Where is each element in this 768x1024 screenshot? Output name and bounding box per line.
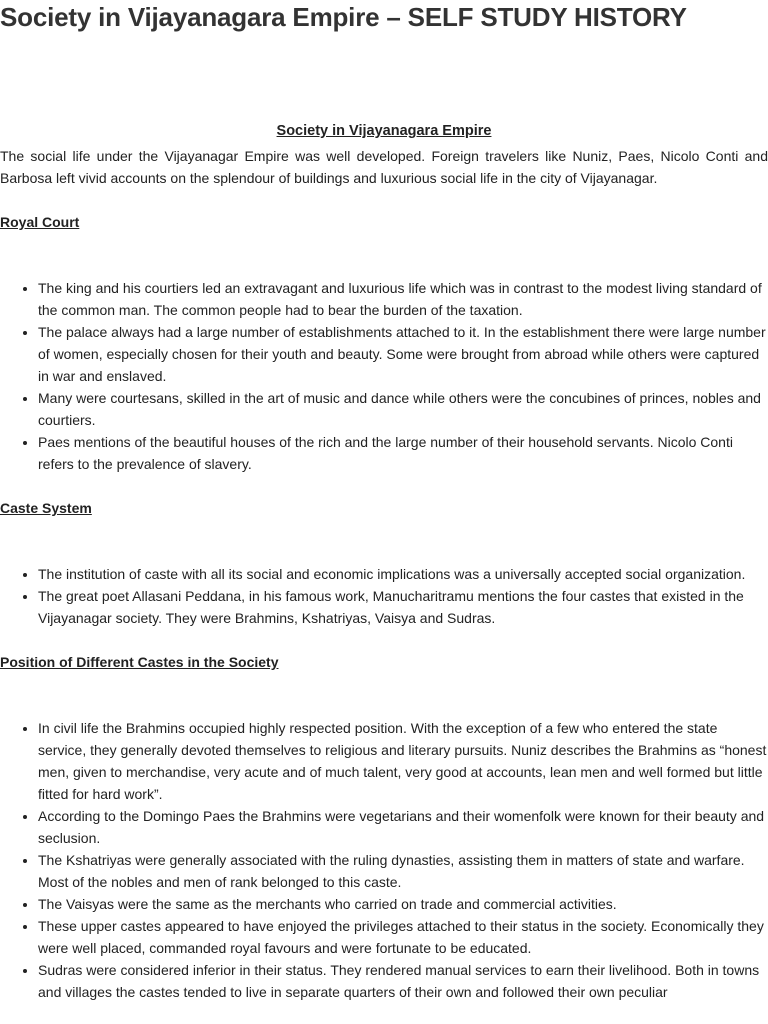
section-heading-royal-court: Royal Court: [0, 214, 80, 230]
list-item: • The palace always had a large number of establishments attached to it. In the establishment there were large number of women, especially chosen for their youth and beauty. Some were brought from abroad while others were captured in war and enslaved.: [38, 321, 768, 387]
article-heading: Society in Vijayanagara Empire: [276, 123, 492, 139]
page-title: Society in Vijayanagara Empire – SELF STUDY HISTORY: [0, 2, 687, 32]
list-item: • The Kshatriyas were generally associated with the ruling dynasties, assisting them in matters of state and warfare. Most of the nobles and men of rank belonged to this caste.: [38, 849, 768, 893]
list-item: • In civil life the Brahmins occupied highly respected position. With the exception of a few who entered the state service, they generally devoted themselves to religious and literary pursuits. Nuniz describes the Brahmins as “honest men, given to merchandise, very acute and of much talent, very good at accounts, lean men and well formed but little fitted for hard work”.: [38, 717, 768, 805]
article-body: [0, 120, 768, 1003]
list-item: • The great poet Allasani Peddana, in his famous work, Manucharitramu mentions the four castes that existed in the Vijayanagar society. They were Brahmins, Kshatriyas, Vaisya and Sudras.: [38, 585, 768, 629]
intro-paragraph: The social life under the Vijayanagar Empire was well developed. Foreign travelers like Nuniz, Paes, Nicolo Conti and Barbosa left vivid accounts on the splendour of buildings and luxurious social life in the city of Vijayanagar.: [0, 148, 768, 186]
castes-position-list: [0, 717, 768, 1003]
list-item: • The Vaisyas were the same as the merchants who carried on trade and commercial activities.: [38, 893, 768, 915]
list-item: • Sudras were considered inferior in their status. They rendered manual services to earn their livelihood. Both in towns and villages the castes tended to live in separate quarters of their own and followed their own peculiar: [38, 959, 768, 1003]
list-item: • The king and his courtiers led an extravagant and luxurious life which was in contrast to the modest living standard of the common man. The common people had to bear the burden of the taxation.: [38, 277, 768, 321]
list-item: • According to the Domingo Paes the Brahmins were vegetarians and their womenfolk were known for their beauty and seclusion.: [38, 805, 768, 849]
list-item: • Many were courtesans, skilled in the art of music and dance while others were the concubines of princes, nobles and courtiers.: [38, 387, 768, 431]
list-item: • These upper castes appeared to have enjoyed the privileges attached to their status in the society. Economically they were well placed, commanded royal favours and were fortunate to be educated.: [38, 915, 768, 959]
section-heading-castes-position: Position of Different Castes in the Society: [0, 654, 279, 670]
caste-system-list: [0, 563, 768, 629]
section-heading-caste-system: Caste System: [0, 500, 92, 516]
list-item: • Paes mentions of the beautiful houses of the rich and the large number of their household servants. Nicolo Conti refers to the prevalence of slavery.: [38, 431, 768, 475]
royal-court-list: [0, 277, 768, 475]
list-item: • The institution of caste with all its social and economic implications was a universally accepted social organization.: [38, 563, 768, 585]
